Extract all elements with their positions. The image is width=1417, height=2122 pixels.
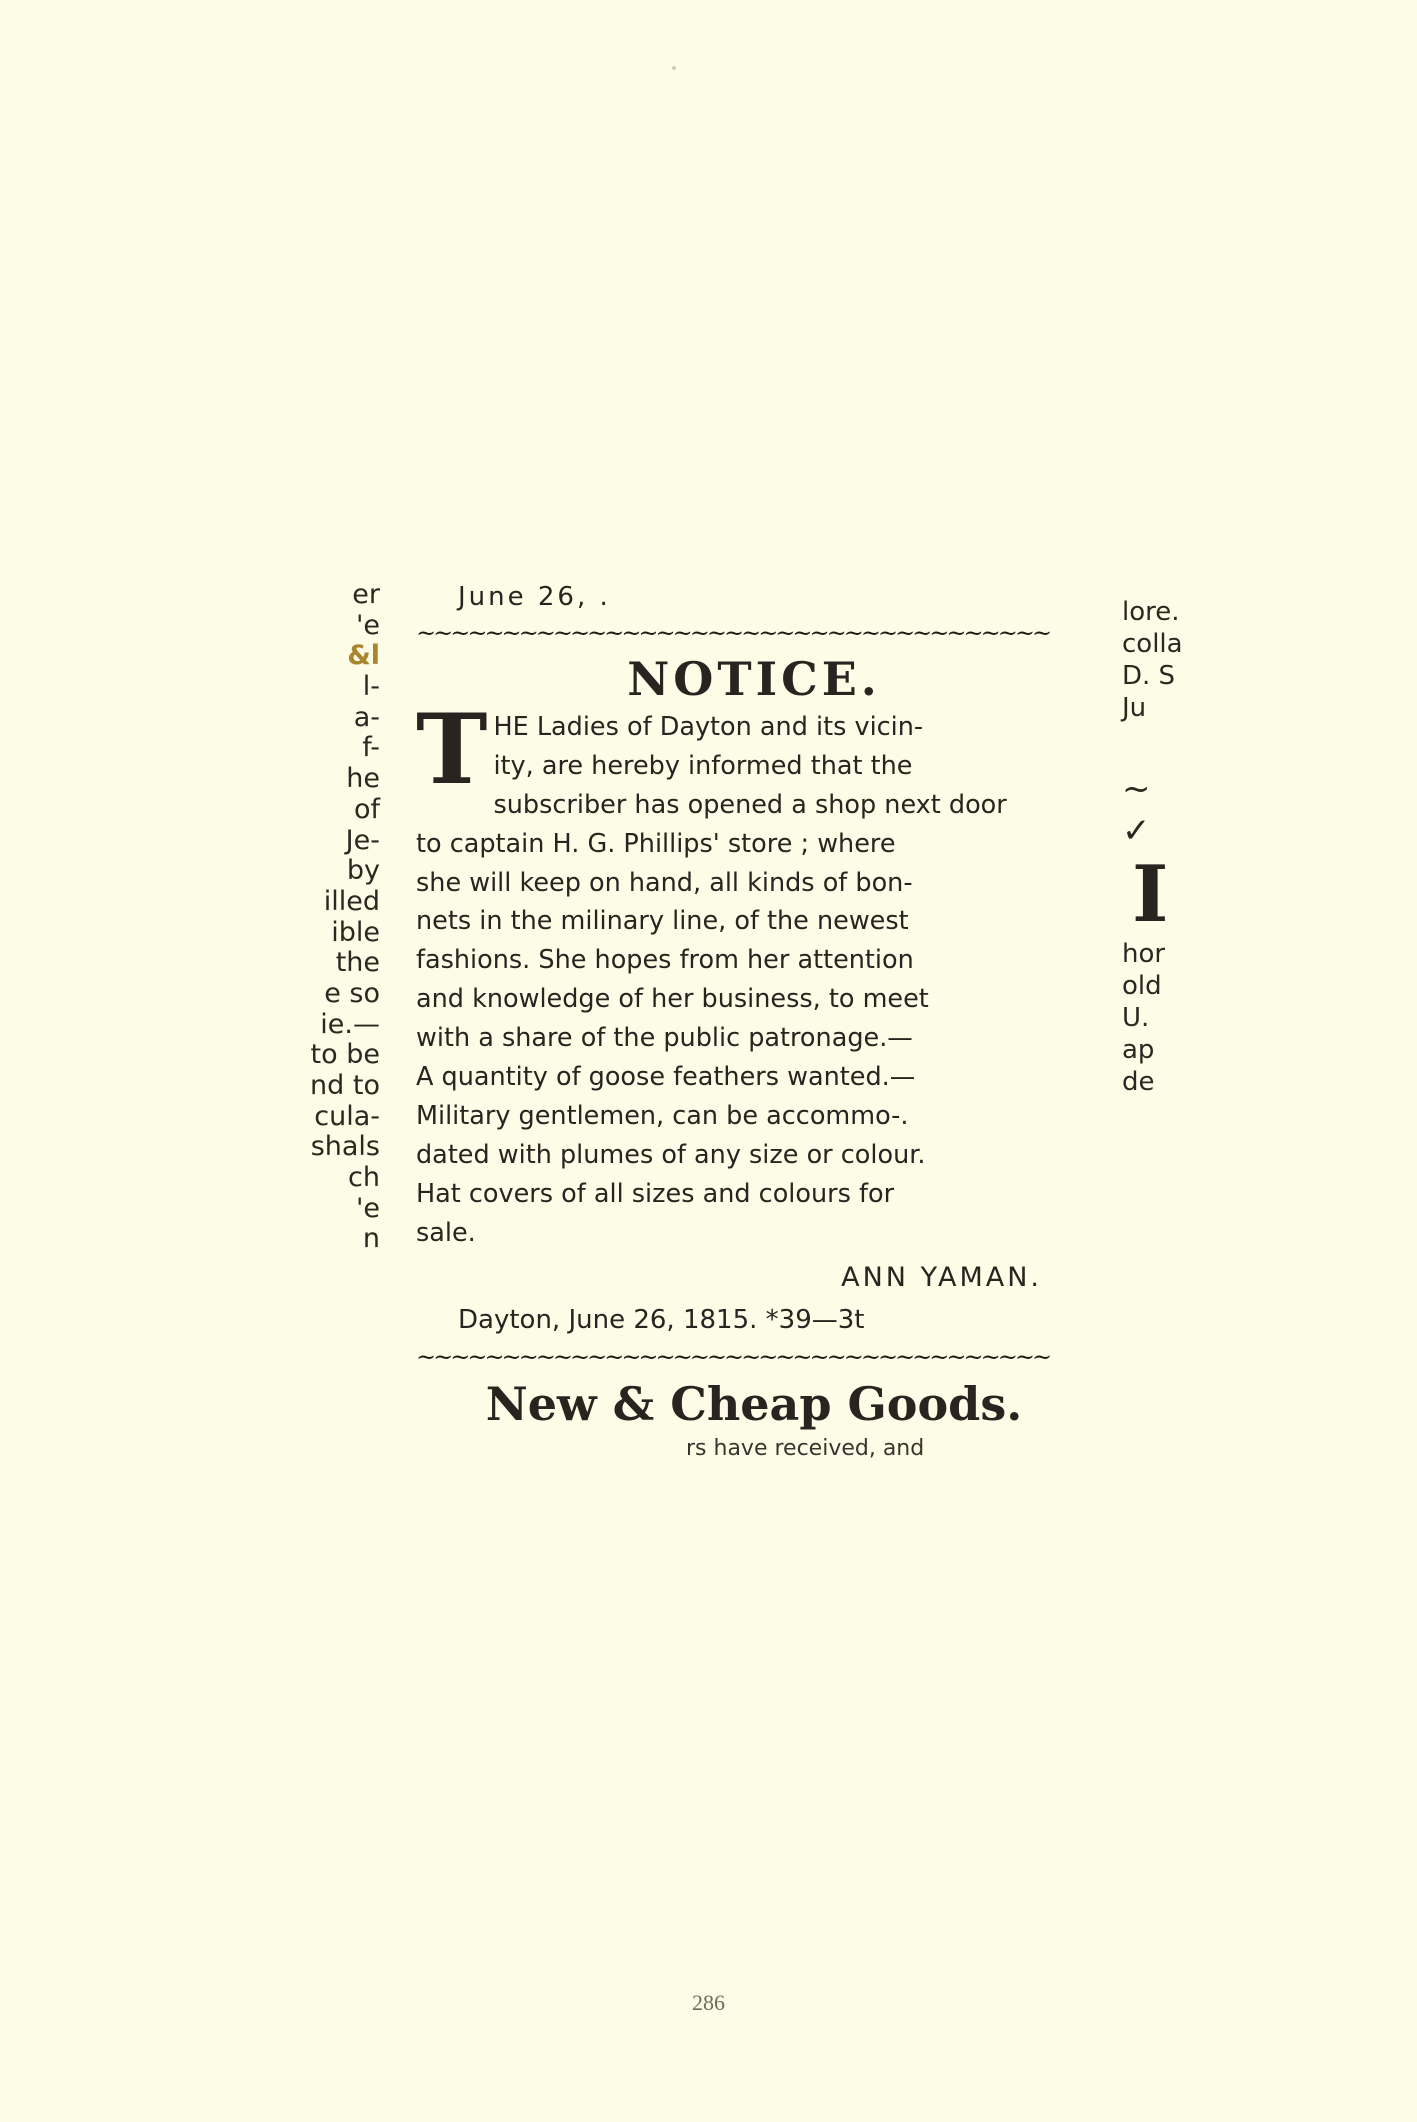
left-fragment: the [335,947,380,979]
left-fragment: to be [310,1039,380,1071]
page-number: 286 [692,1990,725,2015]
right-fragment: Ju [1122,693,1147,723]
tilde-mark: ~ [1122,769,1151,809]
notice-line: she will keep on hand, all kinds of bon- [416,867,913,898]
right-column-fragments [1122,596,1202,1098]
left-fragment: by [346,855,380,887]
notice-title: NOTICE. [627,652,881,706]
notice-line: to captain H. G. Phillips' store ; where [416,828,896,859]
notice-line: Hat covers of all sizes and colours for [416,1178,895,1209]
left-fragment: 'e [355,1192,380,1224]
right-drop-letter: I [1132,849,1169,940]
left-fragment: he [346,763,380,795]
left-fragment: 'e [355,609,380,641]
next-ad-title: New & Cheap Goods. [485,1377,1023,1432]
signed-date: Dayton, June 26, 1815. *39—3t [458,1305,865,1336]
left-fragment: illed [323,885,380,917]
drop-cap: T [416,693,488,806]
notice-line: ity, are hereby informed that the [493,750,913,781]
left-fragment: ible [331,916,380,948]
notice-column [416,578,1092,1464]
notice-line: A quantity of goose feathers wanted.— [416,1062,916,1093]
left-fragment: n [362,1223,380,1255]
notice-line: nets in the milinary line, of the newest [416,906,909,937]
left-column-fragments [250,580,380,1255]
signer-name: ANN YAMAN. [841,1262,1042,1294]
ornamental-rule-top: ~~~~~~~~~~~~~~~~~~~~~~~~~~~~~~~~~~~~~ [416,619,1050,647]
left-fragment: ch [348,1162,380,1194]
notice-line: fashions. She hopes from her attention [416,945,914,976]
right-fragment: D. S [1122,661,1176,691]
right-fragment: de [1122,1067,1155,1097]
right-fragment: lore. [1122,597,1180,627]
left-fragment: shals [310,1131,380,1163]
notice-line: and knowledge of her business, to meet [416,984,929,1015]
notice-body [416,693,1092,1252]
notice-line: dated with plumes of any size or colour. [416,1139,926,1170]
right-fragment: colla [1122,629,1183,659]
left-fragment: a- [353,701,380,733]
left-fragment: of [353,793,380,825]
left-fragment: ie.— [320,1008,380,1040]
right-fragment: U. [1122,1003,1150,1033]
left-fragment: f- [362,732,380,764]
notice-line: sale. [416,1217,476,1248]
notice-line: HE Ladies of Dayton and its vicin- [493,712,924,742]
left-fragment: nd to [310,1070,380,1101]
next-ad-cut-line: rs have received, and [686,1436,925,1462]
notice-line: Military gentlemen, can be accommo-. [416,1100,909,1131]
notice-line: with a share of the public patronage.— [416,1023,913,1054]
speck [672,66,676,70]
left-fragment: cula- [314,1100,380,1132]
notice-line: subscriber has opened a shop next door [493,789,1007,820]
right-fragment: ap [1122,1035,1155,1065]
previous-ad-dateline: June 26, . [458,582,611,612]
left-fragment: er [352,579,380,610]
right-fragment: old [1122,971,1162,1001]
left-fragment: l- [362,671,380,703]
ornamental-rule-bottom: ~~~~~~~~~~~~~~~~~~~~~~~~~~~~~~~~~~~~~ [416,1343,1050,1372]
check-mark: ✓ [1122,811,1151,851]
left-fragment: Je- [345,824,380,856]
left-fragment: e so [324,977,380,1009]
left-fragment: &l [347,640,380,672]
right-fragment: hor [1122,939,1166,969]
